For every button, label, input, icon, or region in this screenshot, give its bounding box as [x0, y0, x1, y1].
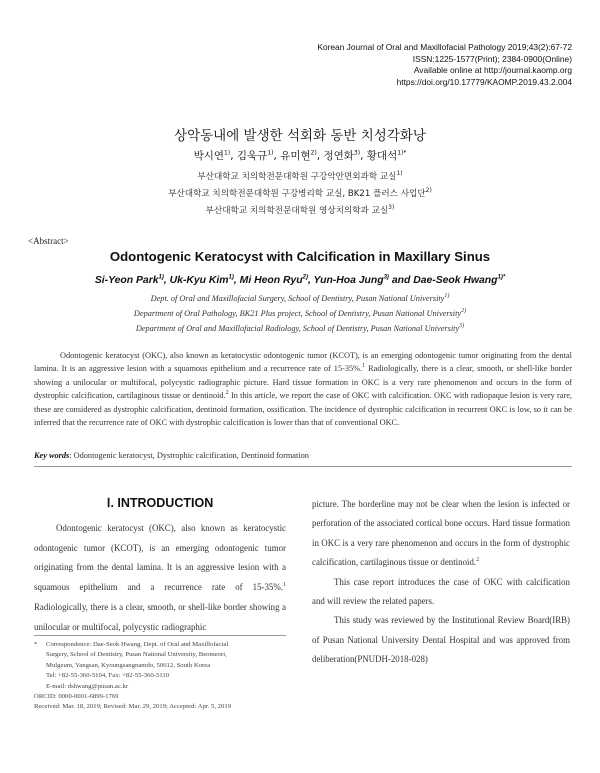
- korean-author: 황대석$^{1)*}$: [366, 149, 407, 162]
- keywords-label: Key words: [34, 451, 70, 460]
- received-dates: Received: Mar. 18, 2019; Revised: Mar. 29, 2019; Accepted: Apr. 5, 2019: [34, 703, 232, 711]
- english-author: Yun-Hoa Jung$^{3)}$: [313, 274, 389, 286]
- korean-title: 상악동내에 발생한 석회화 동반 치성각화낭: [174, 128, 426, 144]
- korean-author: 정연화$^{3)}$: [323, 149, 361, 162]
- correspondence-email[interactable]: E-mail: dshwang@pusan.ac.kr: [46, 682, 129, 690]
- divider: [34, 466, 572, 467]
- abstract-body: Odontogenic keratocyst (OKC), also known as keratocystic odontogenic tumor (KCOT), is an emerging odontogenic tumor originating from the dental lamina. It is an aggressive lesion with a squamous epithelium and a recurrence rate of 15-35%.$^1$ Radiologically, there is a clear, smooth, or shell-like border showing a unilocular or multifocal, polycystic radiographic picture. Hard tissue formation in OKC is a very rare phenomenon and occurs in the form of dystrophic calcification, cartilaginous tissue or dentinoid.$^2$ In this article, we report the case of OKC with calcification. OKC with radiopaque lesion is very rare, these are considered as dystrophic calcification, dentinoid formation, ossification. The incidence of dystrophic calcification in recurrent OKC is low, so it can be inferred that the recurrence rate of OKC with dystrophic calcification is lower than that of conventional OKC.: [34, 351, 572, 428]
- english-affiliation: Department of Oral Pathology, BK21 Plus project, School of Dentistry, Pusan National University$^{2)}$: [133, 308, 467, 318]
- korean-author: 유미현$^{2)}$: [280, 149, 317, 162]
- english-title: Odontogenic Keratocyst with Calcification in Maxillary Sinus: [109, 249, 491, 264]
- korean-author: 김욱규$^{1)}$: [236, 149, 274, 162]
- english-author: Si-Yeon Park$^{1)}$: [94, 274, 164, 286]
- english-affiliation: Dept. of Oral and Maxillofacial Surgery, School of Dentistry, Pusan National University$^{1)}$: [150, 293, 450, 303]
- keywords: [34, 451, 572, 460]
- korean-authors: 박시연$^{1)}$, 김욱규$^{1)}$, 유미현$^{2)}$, 정연화$^{3)}$, 황대석$^{1)*}$: [193, 149, 407, 162]
- orcid: ORCID: 0000-0001-6899-1769: [34, 693, 119, 701]
- korean-affiliation: 부산대학교 치의학전문대학원 영상치의학과 교실$^{3)}$: [205, 204, 395, 216]
- intro-paragraph: This study was reviewed by the Institutional Review Board(IRB) of Pusan National University Dental Hospital and was approved from deliberation(PNUDH-2018-028): [312, 615, 570, 665]
- english-authors: Si-Yeon Park$^{1)}$, Uk-Kyu Kim$^{1)}$, Mi Heon Ryu$^{2)}$, Yun-Hoa Jung$^{3)}$ and Dae-Seok Hwang$^{1)*}$: [94, 274, 506, 286]
- korean-affiliation: 부산대학교 치의학전문대학원 구강악안면외과학 교실$^{1)}$: [197, 170, 403, 182]
- intro-right-column: [312, 495, 570, 670]
- correspondence-footnote: * Correspondence: Dae-Seok Hwang, Dept. of Oral and Maxillofacial Surgery, School of Dentistry, Pusan National University, Beomeori, Mulgeum, Yangsan, Kyoungsangnamdo, 50612, South Korea Tel: +82-55-360-5104, Fax: +82-55-360-5110 E-mail: dshwang@pusan.ac.kr ORCID: 0000-0001-6899-1769 Received: Mar. 18, 2019; Revised: Mar. 29, 2019; Accepted: Apr. 5, 2019: [34, 640, 286, 713]
- intro-left-column: [34, 519, 286, 637]
- footnote-divider: [34, 635, 286, 636]
- intro-paragraph: Odontogenic keratocyst (OKC), also known as keratocystic odontogenic tumor (KCOT), is an emerging odontogenic tumor originating from the dental lamina. It is an aggressive lesion with a squamous epithelium and a recurrence rate of 15-35%.$^1$ Radiologically, there is a clear, smooth, or shell-like border showing a unilocular or multifocal, polycystic radiographic: [34, 523, 286, 632]
- english-author: Dae-Seok Hwang$^{1)*}$: [413, 274, 506, 286]
- journal-citation: Korean Journal of Oral and Maxillofacial Pathology 2019;43(2):67-72: [317, 42, 572, 52]
- korean-affiliation: 부산대학교 치의학전문대학원 구강병리학 교실, BK21 플러스 사업단$^{2)}$: [168, 187, 432, 199]
- english-author: Uk-Kyu Kim$^{1)}$: [169, 274, 234, 286]
- english-author: Mi Heon Ryu$^{2)}$: [239, 274, 308, 286]
- english-affiliation: Department of Oral and Maxillofacial Radiology, School of Dentistry, Pusan National University$^{3)}$: [135, 323, 465, 333]
- intro-paragraph: This case report introduces the case of OKC with calcification and will review the related papers.: [312, 576, 570, 607]
- keywords-text: : Odontogenic keratocyst, Dystrophic calcification, Dentinoid formation: [69, 451, 309, 460]
- section-title: Ⅰ. INTRODUCTION: [106, 496, 214, 510]
- journal-url[interactable]: Available online at http://journal.kaomp.org: [413, 65, 572, 76]
- journal-issn: ISSN:1225-1577(Print); 2384-0900(Online): [412, 53, 572, 64]
- journal-doi[interactable]: https://doi.org/10.17779/KAOMP.2019.43.2.004: [396, 76, 572, 87]
- intro-paragraph: picture. The borderline may not be clear when the lesion is infected or perforation of the associated cortical bone occurs. Hard tissue formation in OKC is a very rare phenomenon and occurs in the form of dystrophic calcification, cartilaginous tissue or dentinoid.$^2$: [312, 499, 570, 568]
- korean-author: 박시연$^{1)}$: [193, 149, 231, 162]
- abstract-tag: <Abstract>: [28, 236, 69, 246]
- journal-header: [317, 42, 572, 88]
